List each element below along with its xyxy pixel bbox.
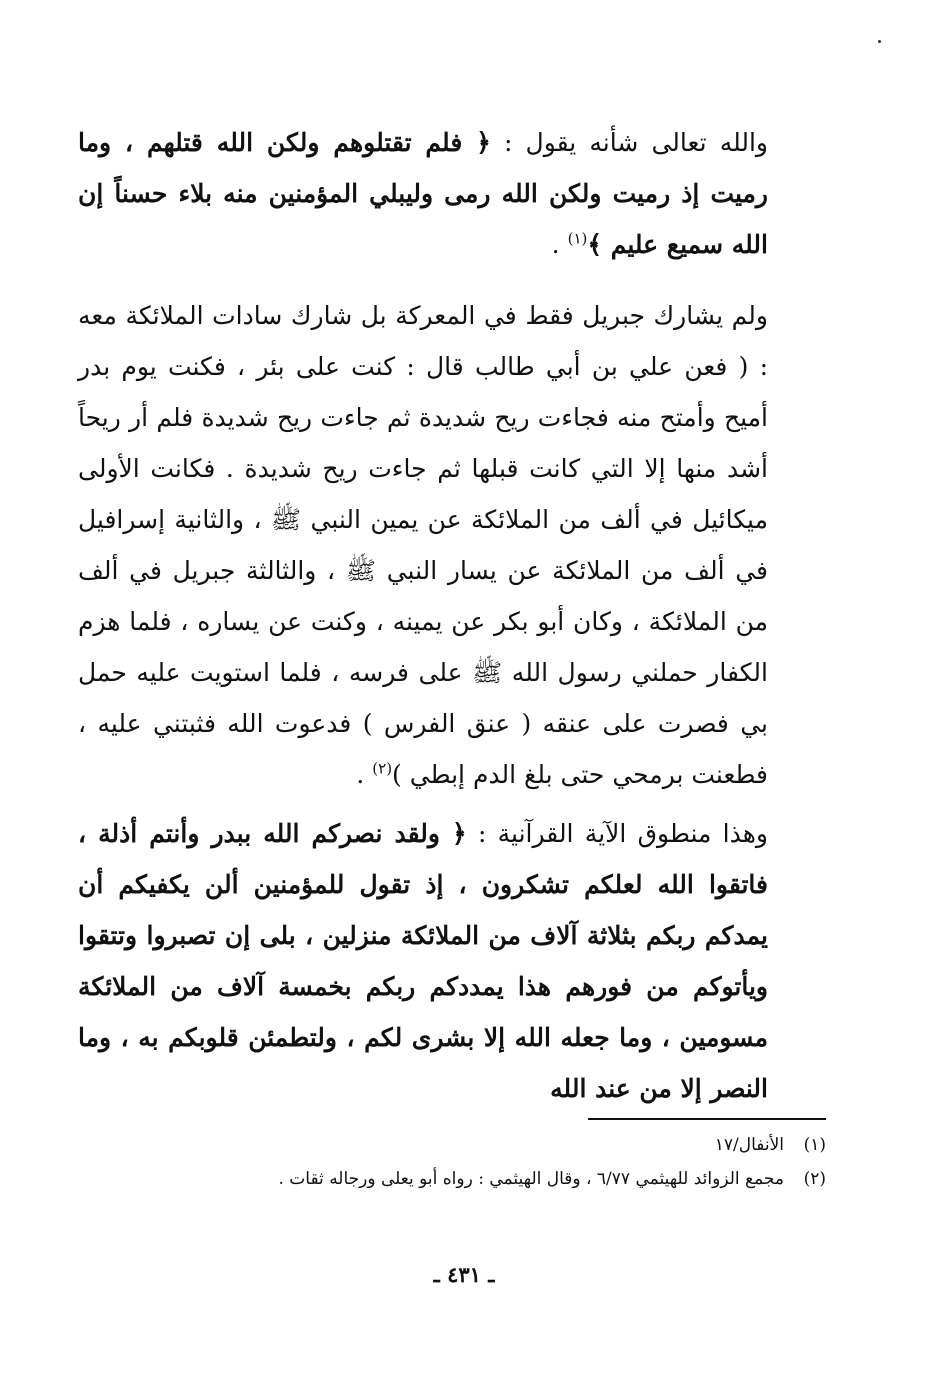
quran-verse-2: ﴿ ولقد نصركم الله ببدر وأنتم أذلة ، فاتقوا الله لعلكم تشكرون ، إذ تقول للمؤمنين ألن يكفيكم أن يمدكم ربكم بثلاثة آلاف من الملائكة منزلين ، بلى إن تصبروا وتتقوا ويأتوكم من فورهم هذا يمددكم ربكم بخمسة آلاف من الملائكة مسومين ، وما جعله الله إلا بشرى لكم ، ولتطمئن قلوبكم به ، وما النصر إلا من عند الله: [78, 819, 768, 1103]
scan-speck: [878, 40, 881, 43]
paragraph-3: [78, 808, 768, 1114]
quran-verse-1: ﴿ فلم تقتلوهم ولكن الله قتلهم ، وما رميت إذ رميت ولكن الله رمى وليبلي المؤمنين منه بلاء حسناً إن الله سميع عليم ﴾: [78, 128, 768, 259]
paragraph-2: [78, 290, 768, 800]
footnotes: [126, 1128, 826, 1196]
footnote-number: (٢): [803, 1169, 826, 1189]
footnote-ref-1: (١): [567, 229, 588, 248]
footnote-1: [126, 1128, 826, 1162]
footnote-2: [126, 1162, 826, 1196]
footnote-text: مجمع الزوائد للهيثمي ٦/٧٧ ، وقال الهيثمي : رواه أبو يعلى ورجاله ثقات .: [278, 1169, 784, 1189]
paragraph-3-intro: وهذا منطوق الآية القرآنية :: [466, 819, 769, 848]
paragraph-2-end: .: [356, 760, 373, 789]
paragraph-1-intro: والله تعالى شأنه يقول :: [490, 128, 769, 157]
paragraph-1: [78, 117, 768, 270]
paragraph-1-end: .: [551, 230, 568, 259]
page-number: ـ ٤٣١ ـ: [433, 1262, 495, 1287]
footnote-number: (١): [803, 1135, 826, 1155]
footnote-ref-2: (٢): [372, 759, 393, 778]
footnote-divider: [588, 1118, 826, 1120]
footnote-text: الأنفال/١٧: [714, 1135, 784, 1155]
hadith-text: ولم يشارك جبريل فقط في المعركة بل شارك سادات الملائكة معه : ( فعن علي بن أبي طالب قال : كنت على بئر ، فكنت يوم بدر أميح وأمتح منه فجاءت ريح شديدة ثم جاءت ريح شديدة فلم أر ريحاً أشد منها إلا التي كانت قبلها ثم جاءت ريح شديدة . فكانت الأولى ميكائيل في ألف من الملائكة عن يمين النبي ﷺ ، والثانية إسرافيل في ألف من الملائكة عن يسار النبي ﷺ ، والثالثة جبريل في ألف من الملائكة ، وكان أبو بكر عن يمينه ، وكنت عن يساره ، فلما هزم الكفار حملني رسول الله ﷺ على فرسه ، فلما استويت عليه حمل بي فصرت على عنقه ( عنق الفرس ) فدعوت الله فثبتني عليه ، فطعنت برمحي حتى بلغ الدم إبطي ): [78, 301, 768, 789]
